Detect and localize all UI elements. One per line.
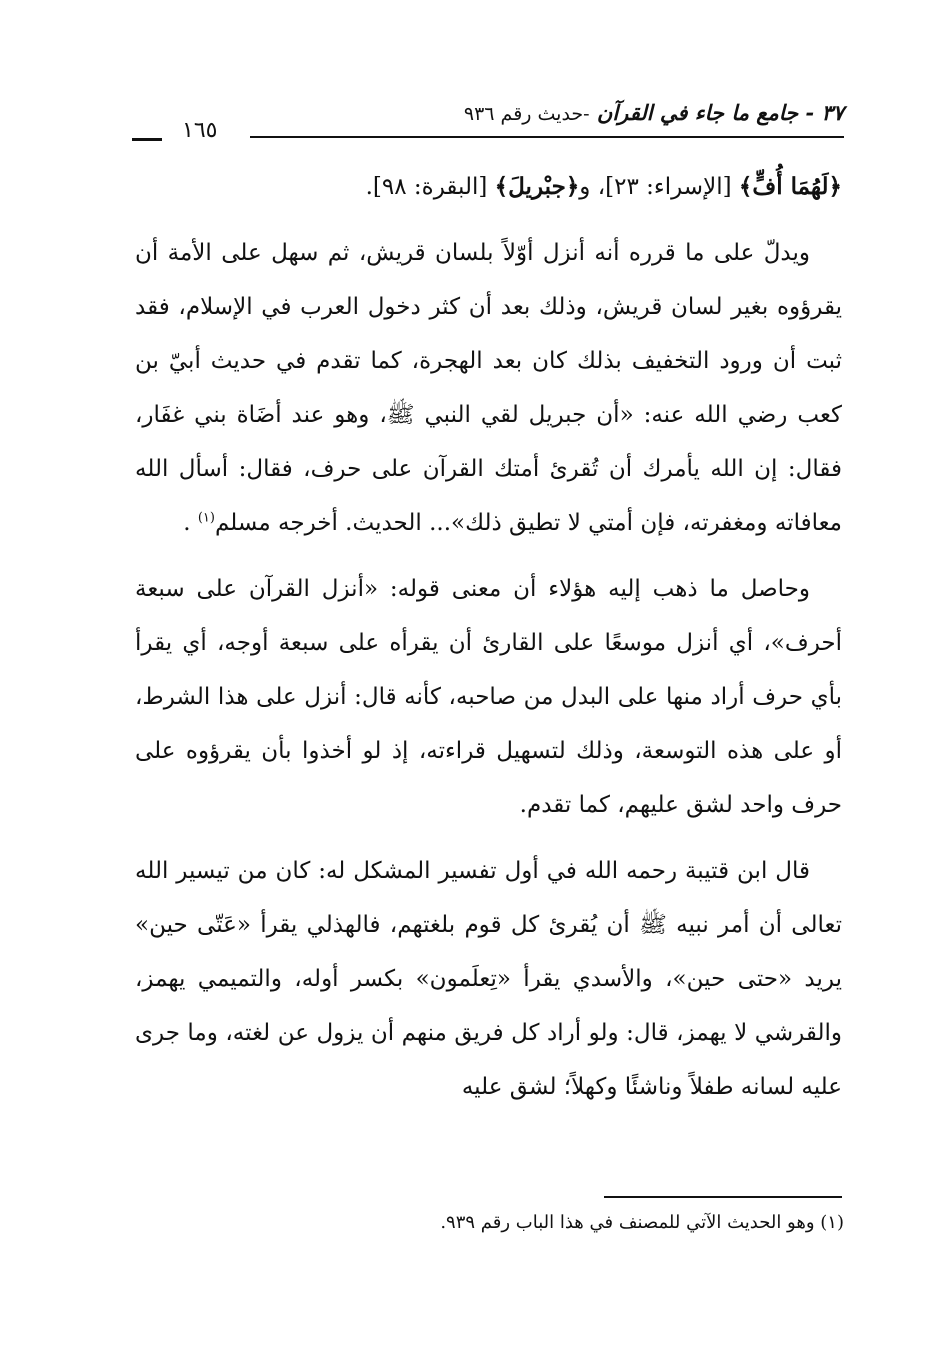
paragraph-3 (135, 844, 842, 1114)
paragraph-2-text: وحاصل ما ذهب إليه هؤلاء أن معنى قوله: «أنزل القرآن على سبعة أحرف»، أي أنزل موسعًا على القارئ أن يقرأه على سبعة أوجه، أي يقرأ بأي حرف أراد منها على البدل من صاحبه، كأنه قال: أنزل على هذا الشرط، أو على هذه التوسعة، وذلك لتسهيل قراءته، إذ لو أخذوا بأن يقرؤوه على حرف واحد لشق عليهم، كما تقدم. (135, 576, 842, 818)
quran-quote-1: ﴿لَهُمَا أُفٍّ﴾ (738, 173, 842, 200)
footnote-rule (604, 1196, 842, 1198)
page-number: ١٦٥ (182, 118, 218, 143)
footnote (244, 1208, 844, 1238)
verse-reference-1: [الإسراء: ٢٣]، و (579, 174, 732, 200)
hadith-number: -حديث رقم ٩٣٦ (463, 103, 590, 125)
paragraph-2 (135, 562, 842, 832)
chapter-title (464, 100, 844, 125)
verse-reference-2: [البقرة: ٩٨]. (365, 174, 488, 200)
running-header (132, 98, 844, 143)
footnote-text: وهو الحديث الآتي للمصنف في هذا الباب رقم ٩٣٩. (440, 1212, 815, 1233)
header-rule (250, 136, 844, 138)
paragraph-1-end: . (183, 510, 191, 536)
quran-quote-2: ﴿جبْريلَ﴾ (494, 173, 580, 200)
main-text (135, 160, 842, 1114)
paragraph-3-text: قال ابن قتيبة رحمه الله في أول تفسير المشكل له: كان من تيسير الله تعالى أن أمر نبيه ﷺ أن يُقرئ كل قوم بلغتهم، فالهذلي يقرأ «عَتّى حين» يريد «حتى حين»، والأسدي يقرأ «تِعلَمون» بكسر أوله، والتميمي يهمز، والقرشي لا يهمز، قال: ولو أراد كل فريق منهم أن يزول عن لغته، وما جرى عليه لسانه طفلاً وناشئًا وكهلاً؛ لشق عليه (135, 858, 842, 1100)
footnote-marker: (١) (197, 510, 215, 526)
paragraph-1 (135, 226, 842, 550)
footnote-number: (١) (820, 1212, 844, 1233)
chapter-title-text: ٣٧ - جامع ما جاء في القرآن (596, 100, 844, 125)
opening-line (135, 160, 842, 214)
paragraph-1-text: ويدلّ على ما قرره أنه أنزل أوّلاً بلسان قريش، ثم سهل على الأمة أن يقرؤوه بغير لسان قريش، وذلك بعد أن كثر دخول العرب في الإسلام، فقد ثبت أن ورود التخفيف بذلك كان بعد الهجرة، كما تقدم في حديث أبيّ بن كعب رضي الله عنه: «أن جبريل لقي النبي ﷺ، وهو عند أضَاة بني غفَار، فقال: إن الله يأمرك أن تُقرئ أمتك القرآن على حرف، فقال: أسأل الله معافاته ومغفرته، فإن أمتي لا تطيق ذلك»... الحديث. أخرجه مسلم (135, 240, 842, 536)
page-number-dash (132, 138, 162, 141)
